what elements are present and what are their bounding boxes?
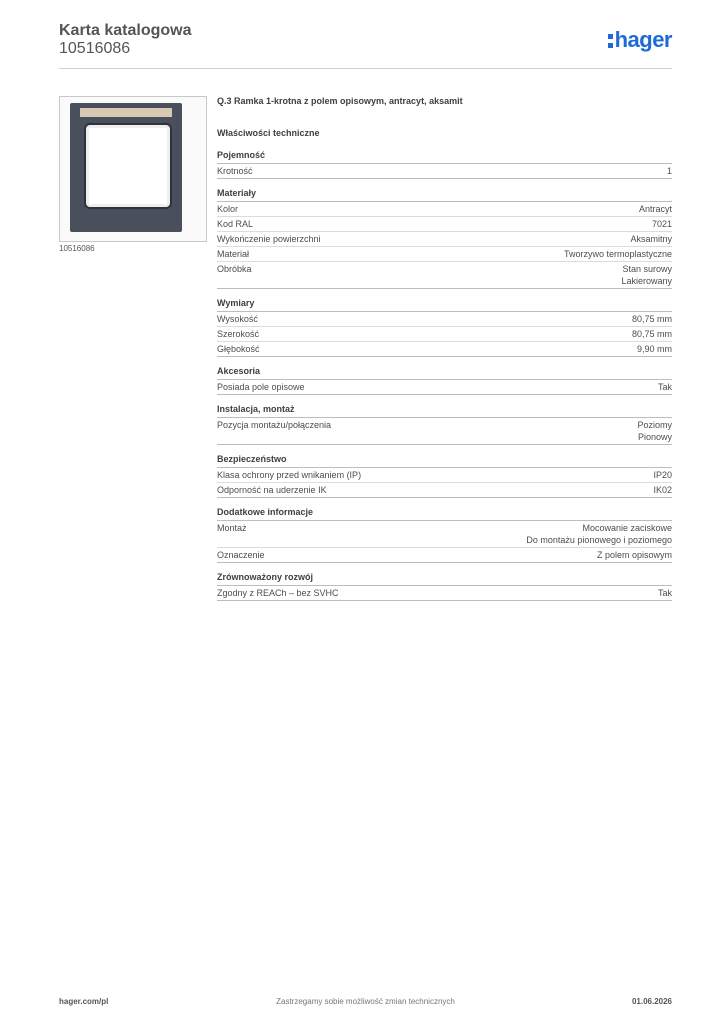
spec-section	[217, 454, 672, 498]
image-caption: 10516086	[59, 244, 95, 253]
spec-value-line: 7021	[651, 219, 672, 229]
product-name: Q.3 Ramka 1-krotna z polem opisowym, antracyt, aksamit	[217, 96, 463, 106]
spec-label: Szerokość	[217, 329, 260, 339]
spec-value	[564, 248, 672, 260]
spec-value	[637, 419, 672, 443]
spec-value-line: Aksamitny	[630, 234, 672, 244]
spec-row	[217, 217, 672, 232]
section-title: Bezpieczeństwo	[217, 454, 672, 468]
page-footer	[59, 997, 672, 1011]
spec-value-line: 80,75 mm	[631, 329, 672, 339]
spec-row	[217, 262, 672, 289]
spec-value-line: Z polem opisowym	[596, 550, 672, 560]
spec-value	[632, 313, 672, 325]
footer-date: 01.06.2026	[631, 997, 672, 1006]
spec-row	[217, 548, 672, 563]
spec-value-line: Poziomy	[637, 420, 672, 430]
spec-label: Montaż	[217, 523, 247, 533]
spec-label: Kod RAL	[217, 219, 254, 229]
spec-section	[217, 298, 672, 357]
spec-row	[217, 586, 672, 601]
spec-section	[217, 507, 672, 563]
page-header	[59, 22, 672, 69]
spec-value-line: Tak	[657, 588, 672, 598]
spec-value-line: Mocowanie zaciskowe	[582, 523, 672, 533]
spec-label: Pozycja montażu/połączenia	[217, 420, 332, 430]
spec-value	[667, 165, 672, 177]
spec-value	[639, 203, 672, 215]
spec-label: Odporność na uderzenie IK	[217, 485, 327, 495]
document-number: 10516086	[59, 40, 131, 57]
spec-row	[217, 164, 672, 179]
spec-value	[630, 233, 672, 245]
spec-row	[217, 202, 672, 217]
spec-row	[217, 418, 672, 445]
section-title: Akcesoria	[217, 366, 672, 380]
spec-row	[217, 483, 672, 498]
spec-label: Oznaczenie	[217, 550, 265, 560]
section-title: Wymiary	[217, 298, 672, 312]
section-title: Zrównoważony rozwój	[217, 572, 672, 586]
spec-row	[217, 521, 672, 548]
spec-row	[217, 342, 672, 357]
spec-label: Głębokość	[217, 344, 260, 354]
spec-value	[653, 484, 672, 496]
spec-label: Wysokość	[217, 314, 258, 324]
spec-value-line: Tworzywo termoplastyczne	[563, 249, 672, 259]
label-field	[80, 108, 172, 117]
spec-row	[217, 247, 672, 262]
section-title: Instalacja, montaż	[217, 404, 672, 418]
spec-row	[217, 312, 672, 327]
product-details	[217, 95, 672, 610]
spec-label: Materiał	[217, 249, 250, 259]
section-title: Pojemność	[217, 150, 672, 164]
section-title: Dodatkowe informacje	[217, 507, 672, 521]
spec-value-line: Stan surowy	[622, 264, 672, 274]
product-image	[59, 96, 207, 242]
footer-website[interactable]: hager.com/pl	[59, 997, 109, 1006]
spec-label: Wykończenie powierzchni	[217, 234, 321, 244]
spec-value	[637, 343, 672, 355]
spec-label: Klasa ochrony przed wnikaniem (IP)	[217, 470, 362, 480]
spec-value	[621, 263, 672, 287]
section-title: Materiały	[217, 188, 672, 202]
spec-row	[217, 327, 672, 342]
logo-text: hager	[614, 27, 672, 52]
technical-properties-heading: Właściwości techniczne	[217, 128, 320, 138]
spec-label: Posiada pole opisowe	[217, 382, 305, 392]
spec-value	[526, 522, 672, 546]
frame-body	[70, 103, 182, 232]
spec-value	[653, 469, 672, 481]
spec-value-line: 80,75 mm	[631, 314, 672, 324]
spec-label: Zgodny z REACh – bez SVHC	[217, 588, 339, 598]
spec-value	[658, 381, 672, 393]
spec-value-line: Lakierowany	[621, 276, 672, 286]
spec-section	[217, 150, 672, 179]
spec-row	[217, 232, 672, 247]
spec-section	[217, 366, 672, 395]
spec-value-line: Antracyt	[638, 204, 672, 214]
spec-row	[217, 380, 672, 395]
spec-section	[217, 572, 672, 601]
hager-logo	[608, 28, 672, 52]
logo-dots-icon	[608, 34, 613, 48]
spec-value-line: 9,90 mm	[636, 344, 672, 354]
spec-value-line: Tak	[657, 382, 672, 392]
spec-value-line: IK02	[653, 485, 672, 495]
spec-value-line: 1	[666, 166, 672, 176]
spec-value	[658, 587, 672, 599]
spec-value-line: IP20	[653, 470, 672, 480]
spec-value-line: Do montażu pionowego i poziomego	[526, 535, 672, 545]
spec-label: Kolor	[217, 204, 239, 214]
footer-disclaimer: Zastrzegamy sobie możliwość zmian technicznych	[276, 997, 455, 1006]
spec-section	[217, 404, 672, 445]
document-title: Karta katalogowa	[59, 22, 192, 39]
spec-section	[217, 188, 672, 289]
spec-value	[632, 328, 672, 340]
spec-value-line: Pionowy	[637, 432, 672, 442]
spec-row	[217, 468, 672, 483]
spec-sections	[217, 150, 672, 601]
spec-value	[597, 549, 672, 561]
spec-value	[652, 218, 672, 230]
frame-opening	[84, 123, 172, 209]
spec-label: Krotność	[217, 166, 253, 176]
spec-label: Obróbka	[217, 264, 252, 274]
